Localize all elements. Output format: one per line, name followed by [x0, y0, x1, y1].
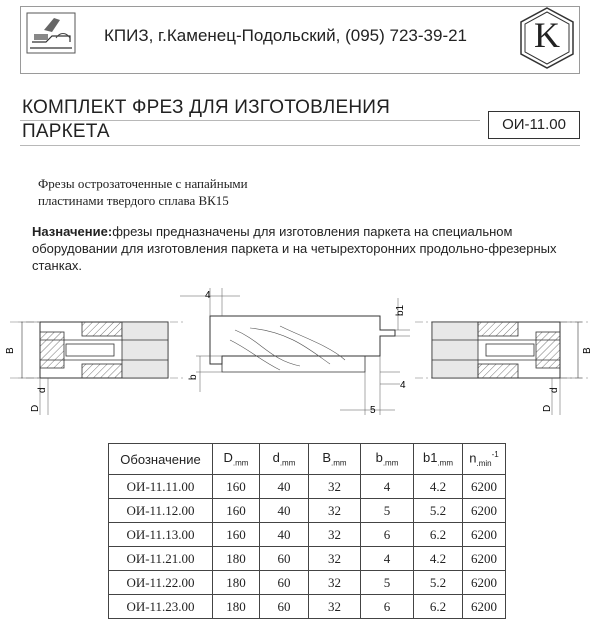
table-cell-n: 6200	[463, 547, 506, 571]
company-contact: КПИЗ, г.Каменец-Подольский, (095) 723-39-21	[104, 26, 468, 45]
table-cell-d: 40	[260, 499, 309, 523]
parquet-profile	[180, 288, 410, 415]
column-header-b1	[414, 444, 463, 475]
column-header-unit: .mm	[232, 458, 249, 468]
right-cutter-section	[415, 322, 590, 415]
table-cell-n: 6200	[463, 523, 506, 547]
table-cell-D: 180	[213, 547, 260, 571]
column-header-unit: .min	[476, 458, 492, 468]
table-cell-n: 6200	[463, 571, 506, 595]
column-header-unit: .mm	[331, 458, 347, 468]
table-cell-n: 6200	[463, 499, 506, 523]
title-rule-2	[20, 145, 580, 146]
table-cell-B: 32	[309, 499, 361, 523]
column-header-main: n	[469, 450, 477, 466]
table-cell-b: 5	[361, 571, 414, 595]
table-cell-B: 32	[309, 595, 361, 619]
table-row	[109, 499, 506, 523]
table-cell-d: 40	[260, 475, 309, 499]
dim-top-4: 4	[205, 290, 211, 301]
subtitle	[38, 175, 248, 209]
product-code: ОИ-11.00	[488, 111, 580, 139]
table-cell-d: 40	[260, 523, 309, 547]
column-header-main: D	[223, 450, 233, 466]
table-cell-designation: ОИ-11.13.00	[109, 523, 213, 547]
dim-bottom-5: 5	[370, 405, 376, 416]
subtitle-line-1: Фрезы острозаточенные с напайными	[38, 176, 248, 191]
table-cell-b1: 4.2	[414, 475, 463, 499]
table-cell-D: 160	[213, 523, 260, 547]
table-cell-D: 180	[213, 595, 260, 619]
cutter-drawing	[0, 280, 600, 420]
table-cell-B: 32	[309, 571, 361, 595]
table-cell-b: 4	[361, 547, 414, 571]
left-dim-d: d	[37, 387, 48, 393]
table-cell-designation: ОИ-11.12.00	[109, 499, 213, 523]
purpose-text: фрезы предназначены для изготовления паркета на специальном оборудовании для изготовления паркета и на четырехторонних продольно-фрезерных станках.	[32, 224, 557, 273]
column-header-main: b	[375, 450, 383, 466]
dim-right-4: 4	[400, 380, 406, 391]
table-cell-b1: 6.2	[414, 523, 463, 547]
table-cell-D: 160	[213, 475, 260, 499]
dim-b1: b1	[395, 304, 406, 316]
purpose-paragraph	[32, 223, 572, 274]
table-cell-d: 60	[260, 595, 309, 619]
column-header-unit: .mm	[382, 458, 399, 468]
column-header-D	[213, 444, 260, 475]
table-cell-b: 5	[361, 499, 414, 523]
column-header-n	[463, 444, 506, 475]
column-header-b	[361, 444, 414, 475]
table-cell-D: 180	[213, 571, 260, 595]
right-dim-d: d	[549, 387, 560, 393]
table-row	[109, 475, 506, 499]
table-row	[109, 547, 506, 571]
workshop-logo-icon	[26, 12, 76, 54]
table-cell-b1: 5.2	[414, 571, 463, 595]
left-dim-D: D	[30, 404, 41, 412]
right-dim-D: D	[542, 404, 553, 412]
specification-table	[108, 443, 506, 619]
column-header-main: d	[272, 450, 280, 466]
dim-b: b	[188, 374, 199, 380]
purpose-label: Назначение:	[32, 224, 113, 239]
table-cell-B: 32	[309, 523, 361, 547]
column-header-main: b1	[422, 450, 438, 466]
table-body	[109, 475, 506, 619]
table-cell-n: 6200	[463, 595, 506, 619]
column-header-d	[260, 444, 309, 475]
right-dim-B: B	[582, 347, 593, 354]
table-cell-designation: ОИ-11.23.00	[109, 595, 213, 619]
table-cell-b: 6	[361, 523, 414, 547]
table-cell-b1: 6.2	[414, 595, 463, 619]
title-line-2: ПАРКЕТА	[22, 121, 110, 142]
brand-badge-letter: K	[534, 15, 560, 55]
column-header-main: Обозначение	[120, 451, 201, 467]
left-dim-B: B	[5, 347, 16, 354]
table-cell-b1: 4.2	[414, 547, 463, 571]
table-cell-designation: ОИ-11.21.00	[109, 547, 213, 571]
column-header-unit: .mm	[437, 458, 454, 468]
column-header-exponent: -1	[491, 450, 499, 460]
table-header-row	[109, 444, 506, 475]
table-row	[109, 571, 506, 595]
table-cell-designation: ОИ-11.11.00	[109, 475, 213, 499]
table-cell-n: 6200	[463, 475, 506, 499]
table-row	[109, 523, 506, 547]
title-rule-1	[20, 120, 480, 121]
column-header-B	[309, 444, 361, 475]
column-header-main: B	[322, 450, 332, 466]
table-cell-b1: 5.2	[414, 499, 463, 523]
table-cell-d: 60	[260, 571, 309, 595]
table-cell-B: 32	[309, 475, 361, 499]
table-row	[109, 595, 506, 619]
table-cell-D: 160	[213, 499, 260, 523]
title-line-1: КОМПЛЕКТ ФРЕЗ ДЛЯ ИЗГОТОВЛЕНИЯ	[22, 97, 391, 118]
table-cell-b: 4	[361, 475, 414, 499]
left-cutter-section	[10, 322, 185, 415]
table-cell-d: 60	[260, 547, 309, 571]
table-cell-b: 6	[361, 595, 414, 619]
column-header-designation	[109, 444, 213, 475]
table-cell-B: 32	[309, 547, 361, 571]
subtitle-line-2: пластинами твердого сплава ВК15	[38, 193, 229, 208]
column-header-unit: .mm	[279, 458, 296, 468]
table-cell-designation: ОИ-11.22.00	[109, 571, 213, 595]
